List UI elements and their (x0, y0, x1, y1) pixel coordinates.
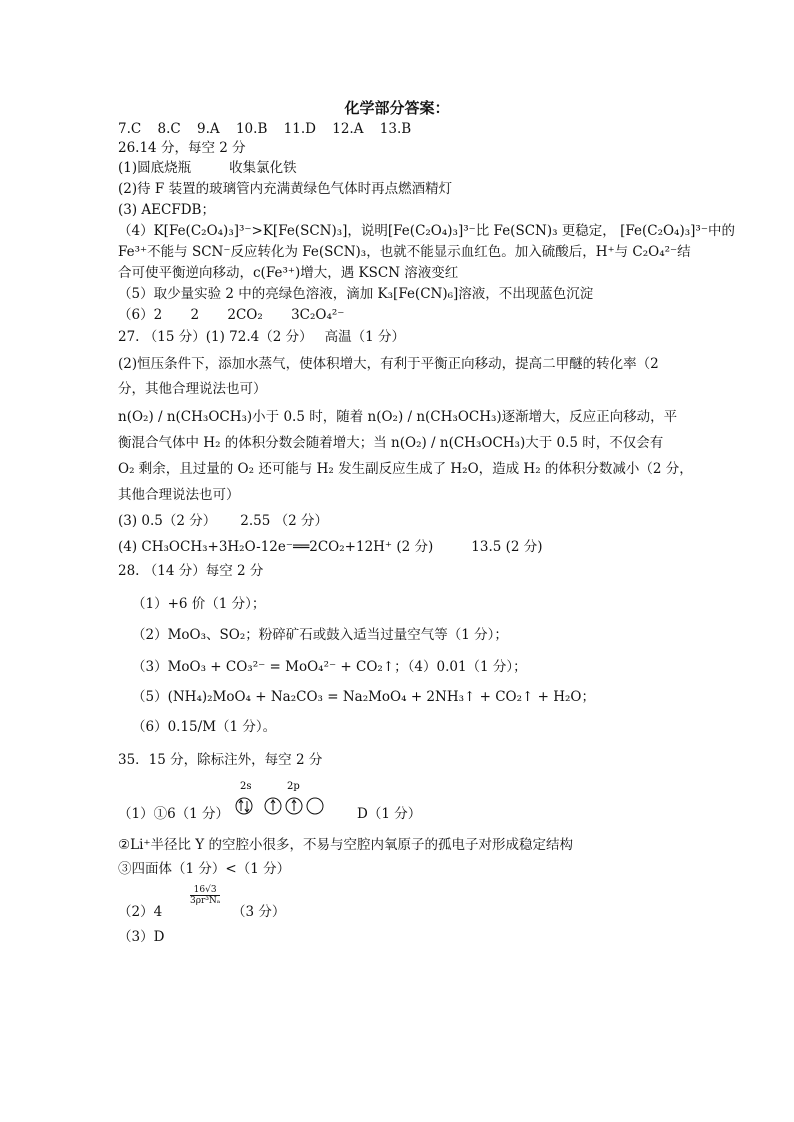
mc-answer: 9.A (197, 121, 220, 137)
fraction-denominator: 3ρr³Nₐ (190, 896, 221, 906)
orbital-2p-3 (307, 798, 323, 814)
q35-part2-b: （3 分） (232, 904, 286, 920)
q27-part1: 27. （15 分）(1) 72.4（2 分） (118, 329, 313, 345)
q26-p6-coef: 3C₂O₄²⁻ (291, 307, 345, 323)
q28-answer3: （3）MoO₃ + CO₃²⁻ = MoO₄²⁻ + CO₂↑；（4）0.01（1 分）； (132, 659, 527, 675)
multiple-choice-answers (118, 120, 411, 138)
q27-part3-a: (3) 0.5（2 分） (118, 513, 217, 529)
mc-answer: 12.A (332, 121, 364, 137)
q35-part1-1 (118, 805, 229, 823)
q27-line6: O₂ 剩余，且过量的 O₂ 还可能与 H₂ 发生副反应生成了 H₂O，造成 H₂ 的体积分数减小（2 分， (118, 461, 693, 477)
orbital-2p-1 (265, 798, 281, 814)
orbital-2s (236, 798, 252, 814)
q26-p6-coef: 2CO₂ (227, 307, 263, 323)
q26-header: 26.14 分，每空 2 分 (118, 140, 246, 156)
q26-part6 (118, 306, 344, 324)
q26-p6-coef: （6）2 (118, 307, 163, 323)
mc-answer: 10.B (235, 121, 268, 137)
q35-part1-3: ③四面体（1 分）<（1 分） (118, 861, 291, 877)
q35-part3: （3）D (118, 929, 165, 945)
mc-answer: 7.C (118, 121, 142, 137)
q28-header: 28. （14 分）每空 2 分 (118, 563, 264, 579)
fraction-numerator: 16√3 (190, 885, 220, 896)
q28-answer2: （2）MoO₃、SO₂；粉碎矿石或鼓入适当过量空气等（1 分）； (132, 627, 508, 643)
q27-line7: 其他合理说法也可） (118, 487, 240, 503)
q26-part2: (2)待 F 装置的玻璃管内充满黄绿色气体时再点燃酒精灯 (118, 181, 453, 197)
q27-part4-a: (4) CH₃OCH₃+3H₂O-12e⁻══2CO₂+12H⁺ (2 分) (118, 539, 434, 555)
q27-line5: 衡混合气体中 H₂ 的体积分数会随着增大；当 n(O₂) / n(CH₃OCH₃)大于 0.5 时，不仅会有 (118, 435, 664, 451)
q27-line3: 分，其他合理说法也可） (118, 381, 267, 397)
q27-line2: (2)恒压条件下，添加水蒸气，使体积增大，有利于平衡正向移动，提高二甲醚的转化率（2 (118, 356, 659, 372)
q35-header: 35．15 分，除标注外，每空 2 分 (118, 752, 323, 768)
q26-p6-coef: 2 (190, 307, 200, 323)
q26-part3: (3) AECFDB； (118, 202, 215, 218)
orbital-2p-label: 2p (287, 781, 300, 792)
orbital-diagram (228, 780, 328, 820)
q35-part2-a: （2）4 (118, 904, 163, 920)
q27-line1 (118, 328, 405, 346)
q26-part1 (118, 159, 297, 177)
q35-part1-a: （1）①6（1 分） (118, 806, 230, 822)
orbital-2p-2 (286, 798, 302, 814)
orbital-2s-label: 2s (240, 781, 252, 792)
q27-line9 (118, 538, 543, 556)
orbital-diagram-svg (228, 780, 328, 820)
q35-part1-b: D（1 分） (357, 806, 422, 822)
q27-line8 (118, 512, 328, 530)
q26-part1-b: 收集氯化铁 (229, 160, 297, 176)
q27-part1-b: 高温（1 分） (324, 329, 405, 345)
q35-part2 (118, 903, 162, 921)
q27-part4-b: 13.5 (2 分) (471, 539, 543, 555)
q27-part3-b: 2.55 （2 分） (240, 513, 328, 529)
q26-part4-line2: Fe³⁺不能与 SCN⁻反应转化为 Fe(SCN)₃，也就不能显示血红色。加入硫酸后，H⁺与 C₂O₄²⁻结 (118, 244, 691, 260)
q26-part5: （5）取少量实验 2 中的亮绿色溶液，滴加 K₃[Fe(CN)₆]溶液，不出现蓝色沉淀 (118, 286, 594, 302)
q35-part1-2: ②Li⁺半径比 Y 的空腔小很多，不易与空腔内氧原子的孤电子对形成稳定结构 (118, 837, 574, 853)
mc-answer: 11.D (283, 121, 316, 137)
mc-answer: 8.C (157, 121, 181, 137)
q26-part4-line3: 合可使平衡逆向移动，c(Fe³⁺)增大，遇 KSCN 溶液变红 (118, 265, 459, 281)
q28-answer1: （1）+6 价（1 分）； (132, 596, 266, 612)
q28-answer5: （5）(NH₄)₂MoO₄ + Na₂CO₃ = Na₂MoO₄ + 2NH₃↑ + CO₂↑ + H₂O； (132, 689, 595, 705)
density-fraction (190, 885, 220, 906)
q26-part1-a: (1)圆底烧瓶 (118, 160, 192, 176)
q27-line4: n(O₂) / n(CH₃OCH₃)小于 0.5 时，随着 n(O₂) / n(CH₃OCH₃)逐渐增大，反应正向移动，平 (118, 409, 678, 425)
mc-answer: 13.B (379, 121, 412, 137)
page-title: 化学部分答案： (344, 99, 450, 117)
q28-answer6: （6）0.15/M（1 分）。 (132, 719, 277, 735)
q26-part4-line1: （4）K[Fe(C₂O₄)₃]³⁻>K[Fe(SCN)₃]，说明[Fe(C₂O₄)₃]³⁻比 Fe(SCN)₃ 更稳定， [Fe(C₂O₄)₃]³⁻中的 (118, 223, 735, 239)
